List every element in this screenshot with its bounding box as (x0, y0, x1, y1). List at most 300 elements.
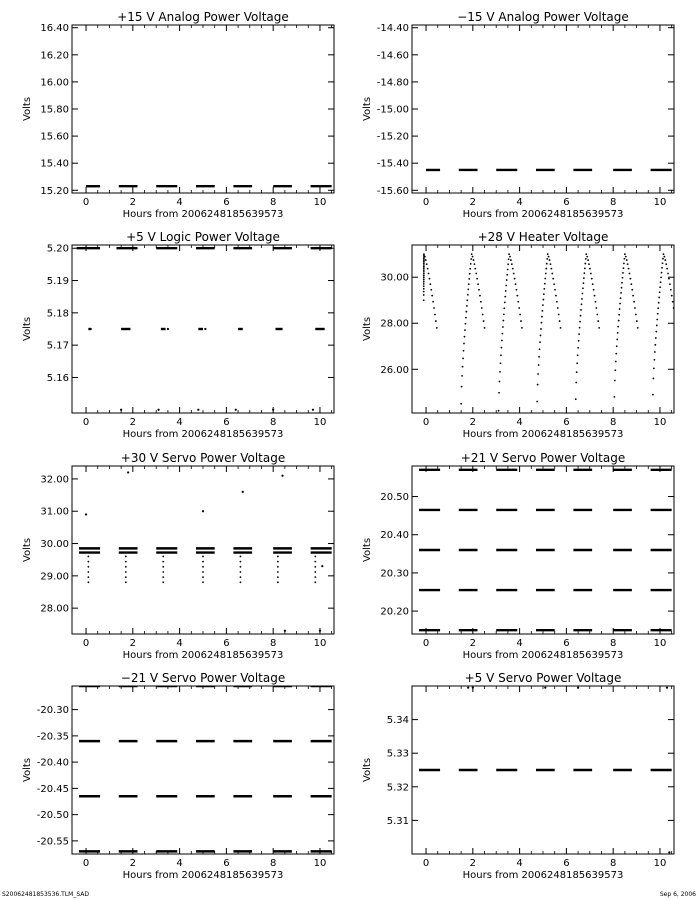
data-point (539, 341, 541, 343)
data-point (507, 269, 509, 271)
plot-frame (72, 686, 334, 854)
data-point (314, 581, 316, 583)
data-point (544, 283, 546, 285)
data-point (617, 332, 619, 334)
data-point (632, 295, 634, 297)
data-point (314, 556, 316, 558)
data-point (625, 256, 627, 258)
data-point (240, 581, 242, 583)
data-point (502, 320, 504, 322)
data-point (560, 327, 562, 329)
y-tick-label: -15.20 (376, 131, 409, 143)
data-point (619, 308, 621, 310)
data-point (90, 328, 92, 330)
data-point (87, 556, 89, 558)
x-tick-label: 2 (129, 417, 137, 428)
y-axis-label: Volts (362, 96, 373, 122)
data-point (464, 336, 466, 338)
y-tick-label: -20.45 (36, 783, 69, 795)
x-tick-label: 10 (653, 197, 667, 208)
data-point (499, 371, 501, 373)
data-point (660, 281, 662, 283)
data-point (464, 329, 466, 331)
data-point (475, 273, 477, 275)
data-point (505, 290, 507, 292)
data-point (468, 283, 470, 285)
data-point (423, 283, 425, 285)
data-point (511, 263, 513, 265)
chart-title: +21 V Servo Power Voltage (460, 451, 626, 465)
y-tick-label: 20.50 (380, 492, 409, 504)
data-point (578, 340, 580, 342)
x-tick-label: 2 (469, 638, 477, 649)
x-tick-label: 0 (82, 638, 90, 649)
y-tick-label: -14.80 (376, 77, 409, 89)
data-point (550, 263, 552, 265)
data-point (537, 384, 539, 386)
data-point (162, 576, 164, 578)
x-tick-label: 2 (129, 858, 137, 869)
x-tick-label: 0 (82, 417, 90, 428)
data-point (480, 301, 482, 303)
x-tick-label: 0 (422, 638, 430, 649)
y-tick-label: 5.19 (46, 276, 69, 288)
data-point (545, 268, 547, 270)
data-point (582, 287, 584, 289)
data-point (501, 347, 503, 349)
data-point (583, 272, 585, 274)
data-point (277, 561, 279, 563)
data-point (513, 273, 515, 275)
data-point (654, 351, 656, 353)
data-point (433, 307, 435, 309)
x-tick-label: 10 (653, 858, 667, 869)
y-axis-label: Volts (362, 757, 373, 783)
data-point (656, 325, 658, 327)
data-point (423, 253, 425, 255)
data-point (120, 409, 122, 411)
x-tick-label: 10 (653, 417, 667, 428)
data-point (579, 327, 581, 329)
data-point (629, 278, 631, 280)
data-point (504, 296, 506, 298)
data-point (663, 253, 665, 255)
data-point (472, 687, 474, 689)
data-point (543, 288, 545, 290)
y-tick-label: 5.34 (386, 715, 409, 727)
y-tick-label: -15.60 (376, 185, 409, 197)
data-point (665, 263, 667, 265)
data-layer (77, 248, 332, 411)
data-point (626, 259, 628, 261)
y-tick-label: 31.00 (40, 506, 69, 518)
data-point (536, 401, 538, 403)
x-tick-label: 6 (223, 858, 230, 869)
data-point (423, 281, 425, 283)
data-point (430, 289, 432, 291)
data-point (476, 278, 478, 280)
x-tick-label: 8 (609, 638, 617, 649)
data-point (614, 380, 616, 382)
data-point (672, 301, 674, 303)
data-point (423, 261, 425, 263)
data-point (618, 314, 620, 316)
y-tick-label: 30.00 (380, 272, 409, 284)
data-point (576, 362, 578, 364)
data-point (675, 320, 677, 322)
chart-title: −21 V Servo Power Voltage (120, 671, 286, 685)
y-tick-label: 15.20 (40, 185, 69, 197)
y-tick-label: -15.40 (376, 158, 409, 170)
y-axis-label: Volts (22, 96, 33, 122)
data-point (436, 327, 438, 329)
data-point (628, 268, 630, 270)
data-point (655, 331, 657, 333)
y-tick-label: 5.33 (386, 748, 409, 760)
data-point (472, 256, 474, 258)
y-tick-label: 20.30 (380, 568, 409, 580)
data-point (515, 283, 517, 285)
data-point (592, 283, 594, 285)
data-point (623, 258, 625, 260)
data-point (519, 314, 521, 316)
data-point (277, 556, 279, 558)
y-tick-label: 28.00 (380, 318, 409, 330)
y-tick-label: -20.55 (36, 836, 69, 848)
y-tick-label: 5.32 (386, 782, 409, 794)
data-point (545, 273, 547, 275)
data-point (235, 409, 237, 411)
data-point (481, 307, 483, 309)
data-point (516, 289, 518, 291)
y-tick-label: 16.40 (40, 23, 69, 35)
data-point (594, 295, 596, 297)
x-tick-label: 10 (313, 858, 327, 869)
data-point (660, 276, 662, 278)
data-point (633, 301, 635, 303)
data-point (540, 335, 542, 337)
data-point (426, 263, 428, 265)
data-point (501, 333, 503, 335)
y-tick-label: 32.00 (40, 474, 69, 486)
data-point (661, 272, 663, 274)
x-tick-label: 8 (609, 197, 617, 208)
data-point (506, 274, 508, 276)
data-point (621, 282, 623, 284)
x-tick-label: 10 (653, 638, 667, 649)
data-point (585, 258, 587, 260)
data-point (167, 328, 169, 330)
data-point (465, 323, 467, 325)
data-point (471, 253, 473, 255)
data-point (507, 263, 509, 265)
data-point (240, 556, 242, 558)
y-tick-label: 15.40 (40, 158, 69, 170)
data-point (615, 353, 617, 355)
data-point (554, 289, 556, 291)
y-tick-label: -20.50 (36, 810, 69, 822)
data-point (615, 361, 617, 363)
x-tick-label: 0 (422, 197, 430, 208)
data-point (654, 344, 656, 346)
data-point (671, 295, 673, 297)
data-point (630, 283, 632, 285)
data-point (582, 293, 584, 295)
data-point (659, 286, 661, 288)
data-layer (79, 471, 332, 632)
data-point (577, 687, 579, 689)
data-point (499, 381, 501, 383)
data-point (500, 362, 502, 364)
data-point (585, 253, 587, 255)
data-point (502, 326, 504, 328)
data-point (479, 295, 481, 297)
data-point (579, 321, 581, 323)
data-point (462, 358, 464, 360)
data-point (319, 630, 321, 632)
data-point (512, 268, 514, 270)
x-tick-label: 0 (82, 858, 90, 869)
data-point (558, 314, 560, 316)
plot-frame (72, 466, 334, 634)
data-point (666, 687, 668, 689)
data-point (577, 347, 579, 349)
x-tick-label: 10 (313, 417, 327, 428)
data-point (619, 303, 621, 305)
data-point (620, 292, 622, 294)
y-tick-label: -14.40 (376, 23, 409, 35)
x-tick-label: 4 (516, 638, 523, 649)
y-tick-label: 30.00 (40, 539, 69, 551)
data-point (657, 307, 659, 309)
x-axis-label: Hours from 2006248185639573 (122, 209, 284, 220)
x-tick-label: 4 (516, 197, 523, 208)
data-point (423, 279, 425, 281)
data-point (669, 283, 671, 285)
data-point (463, 343, 465, 345)
data-layer (423, 253, 677, 411)
data-point (277, 576, 279, 578)
data-point (202, 556, 204, 558)
data-point (553, 283, 555, 285)
data-point (469, 268, 471, 270)
data-point (321, 565, 323, 567)
data-point (202, 581, 204, 583)
data-point (663, 256, 665, 258)
data-point (580, 309, 582, 311)
data-point (631, 289, 633, 291)
data-point (624, 253, 626, 255)
y-tick-label: -14.60 (376, 50, 409, 62)
data-point (591, 278, 593, 280)
chart-title: +15 V Analog Power Voltage (117, 10, 289, 24)
data-point (616, 345, 618, 347)
x-tick-label: 8 (269, 638, 277, 649)
data-point (544, 687, 546, 689)
data-point (542, 310, 544, 312)
data-point (657, 313, 659, 315)
data-point (675, 327, 677, 329)
y-axis-label: Volts (22, 316, 33, 342)
data-point (541, 322, 543, 324)
data-point (614, 369, 616, 371)
data-point (467, 288, 469, 290)
data-point (461, 375, 463, 377)
chart-panel-1 (362, 10, 674, 220)
data-point (546, 258, 548, 260)
y-tick-label: 20.40 (380, 530, 409, 542)
data-point (653, 359, 655, 361)
chart-title: −15 V Analog Power Voltage (457, 10, 629, 24)
data-point (423, 267, 425, 269)
data-point (595, 307, 597, 309)
data-point (87, 576, 89, 578)
data-point (508, 253, 510, 255)
chart-title: +30 V Servo Power Voltage (120, 451, 286, 465)
data-point (655, 337, 657, 339)
data-point (87, 561, 89, 563)
y-tick-label: 5.17 (46, 340, 69, 352)
data-point (543, 293, 545, 295)
data-point (621, 287, 623, 289)
data-point (674, 314, 676, 316)
data-point (593, 289, 595, 291)
data-point (484, 327, 486, 329)
data-point (583, 277, 585, 279)
data-point (516, 295, 518, 297)
data-point (483, 320, 485, 322)
x-tick-label: 6 (563, 417, 570, 428)
data-point (202, 561, 204, 563)
data-point (584, 267, 586, 269)
data-point (637, 327, 639, 329)
data-point (555, 295, 557, 297)
chart-title: +5 V Logic Power Voltage (126, 230, 280, 244)
data-point (670, 289, 672, 291)
data-point (503, 307, 505, 309)
data-point (581, 303, 583, 305)
x-tick-label: 4 (516, 417, 523, 428)
data-point (467, 294, 469, 296)
data-point (424, 256, 426, 258)
data-point (314, 561, 316, 563)
data-point (586, 256, 588, 258)
x-tick-label: 2 (469, 858, 477, 869)
data-point (466, 305, 468, 307)
data-point (423, 266, 425, 268)
data-point (577, 354, 579, 356)
data-point (544, 278, 546, 280)
data-point (204, 328, 206, 330)
data-point (662, 258, 664, 260)
data-point (240, 571, 242, 573)
data-point (589, 268, 591, 270)
y-tick-label: -15.00 (376, 104, 409, 116)
data-point (653, 367, 655, 369)
data-point (618, 320, 620, 322)
data-point (634, 307, 636, 309)
data-point (85, 513, 87, 515)
data-point (623, 267, 625, 269)
chart-title: +28 V Heater Voltage (477, 230, 609, 244)
data-point (425, 259, 427, 261)
x-axis-label: Hours from 2006248185639573 (122, 650, 284, 661)
data-point (538, 356, 540, 358)
data-point (125, 561, 127, 563)
data-point (312, 409, 314, 411)
y-tick-label: 20.20 (380, 606, 409, 618)
x-tick-label: 4 (176, 638, 183, 649)
data-point (435, 320, 437, 322)
data-point (597, 320, 599, 322)
y-tick-label: 16.20 (40, 50, 69, 62)
data-point (284, 630, 286, 632)
data-point (431, 295, 433, 297)
x-axis-label: Hours from 2006248185639573 (122, 870, 284, 881)
y-tick-label: 26.00 (380, 364, 409, 376)
data-point (548, 256, 550, 258)
chart-title: +5 V Servo Power Voltage (464, 671, 622, 685)
y-tick-label: 5.16 (46, 372, 69, 384)
data-point (423, 291, 425, 293)
data-point (240, 576, 242, 578)
data-point (423, 264, 425, 266)
data-point (202, 576, 204, 578)
data-point (552, 278, 554, 280)
data-point (423, 299, 425, 301)
x-tick-label: 8 (269, 858, 277, 869)
y-tick-label: 5.18 (46, 308, 69, 320)
data-point (498, 410, 500, 412)
data-point (474, 268, 476, 270)
data-point (125, 576, 127, 578)
data-point (423, 259, 425, 261)
data-point (127, 471, 129, 473)
data-point (653, 378, 655, 380)
data-point (613, 396, 615, 398)
data-point (463, 350, 465, 352)
data-point (617, 326, 619, 328)
data-point (575, 382, 577, 384)
data-point (125, 556, 127, 558)
data-point (540, 328, 542, 330)
x-tick-label: 2 (469, 417, 477, 428)
data-point (500, 354, 502, 356)
y-tick-label: 15.80 (40, 104, 69, 116)
data-point (581, 298, 583, 300)
data-point (470, 258, 472, 260)
x-tick-label: 2 (129, 638, 137, 649)
data-point (434, 314, 436, 316)
plot-frame (72, 25, 334, 193)
data-point (460, 403, 462, 405)
x-tick-label: 2 (469, 197, 477, 208)
data-point (461, 386, 463, 388)
data-point (667, 273, 669, 275)
data-point (541, 316, 543, 318)
data-point (514, 278, 516, 280)
data-point (583, 282, 585, 284)
data-point (478, 289, 480, 291)
y-tick-label: 28.00 (40, 603, 69, 615)
data-point (588, 263, 590, 265)
data-point (277, 571, 279, 573)
data-point (482, 314, 484, 316)
data-point (423, 294, 425, 296)
data-point (162, 571, 164, 573)
data-point (537, 373, 539, 375)
x-tick-label: 10 (313, 638, 327, 649)
